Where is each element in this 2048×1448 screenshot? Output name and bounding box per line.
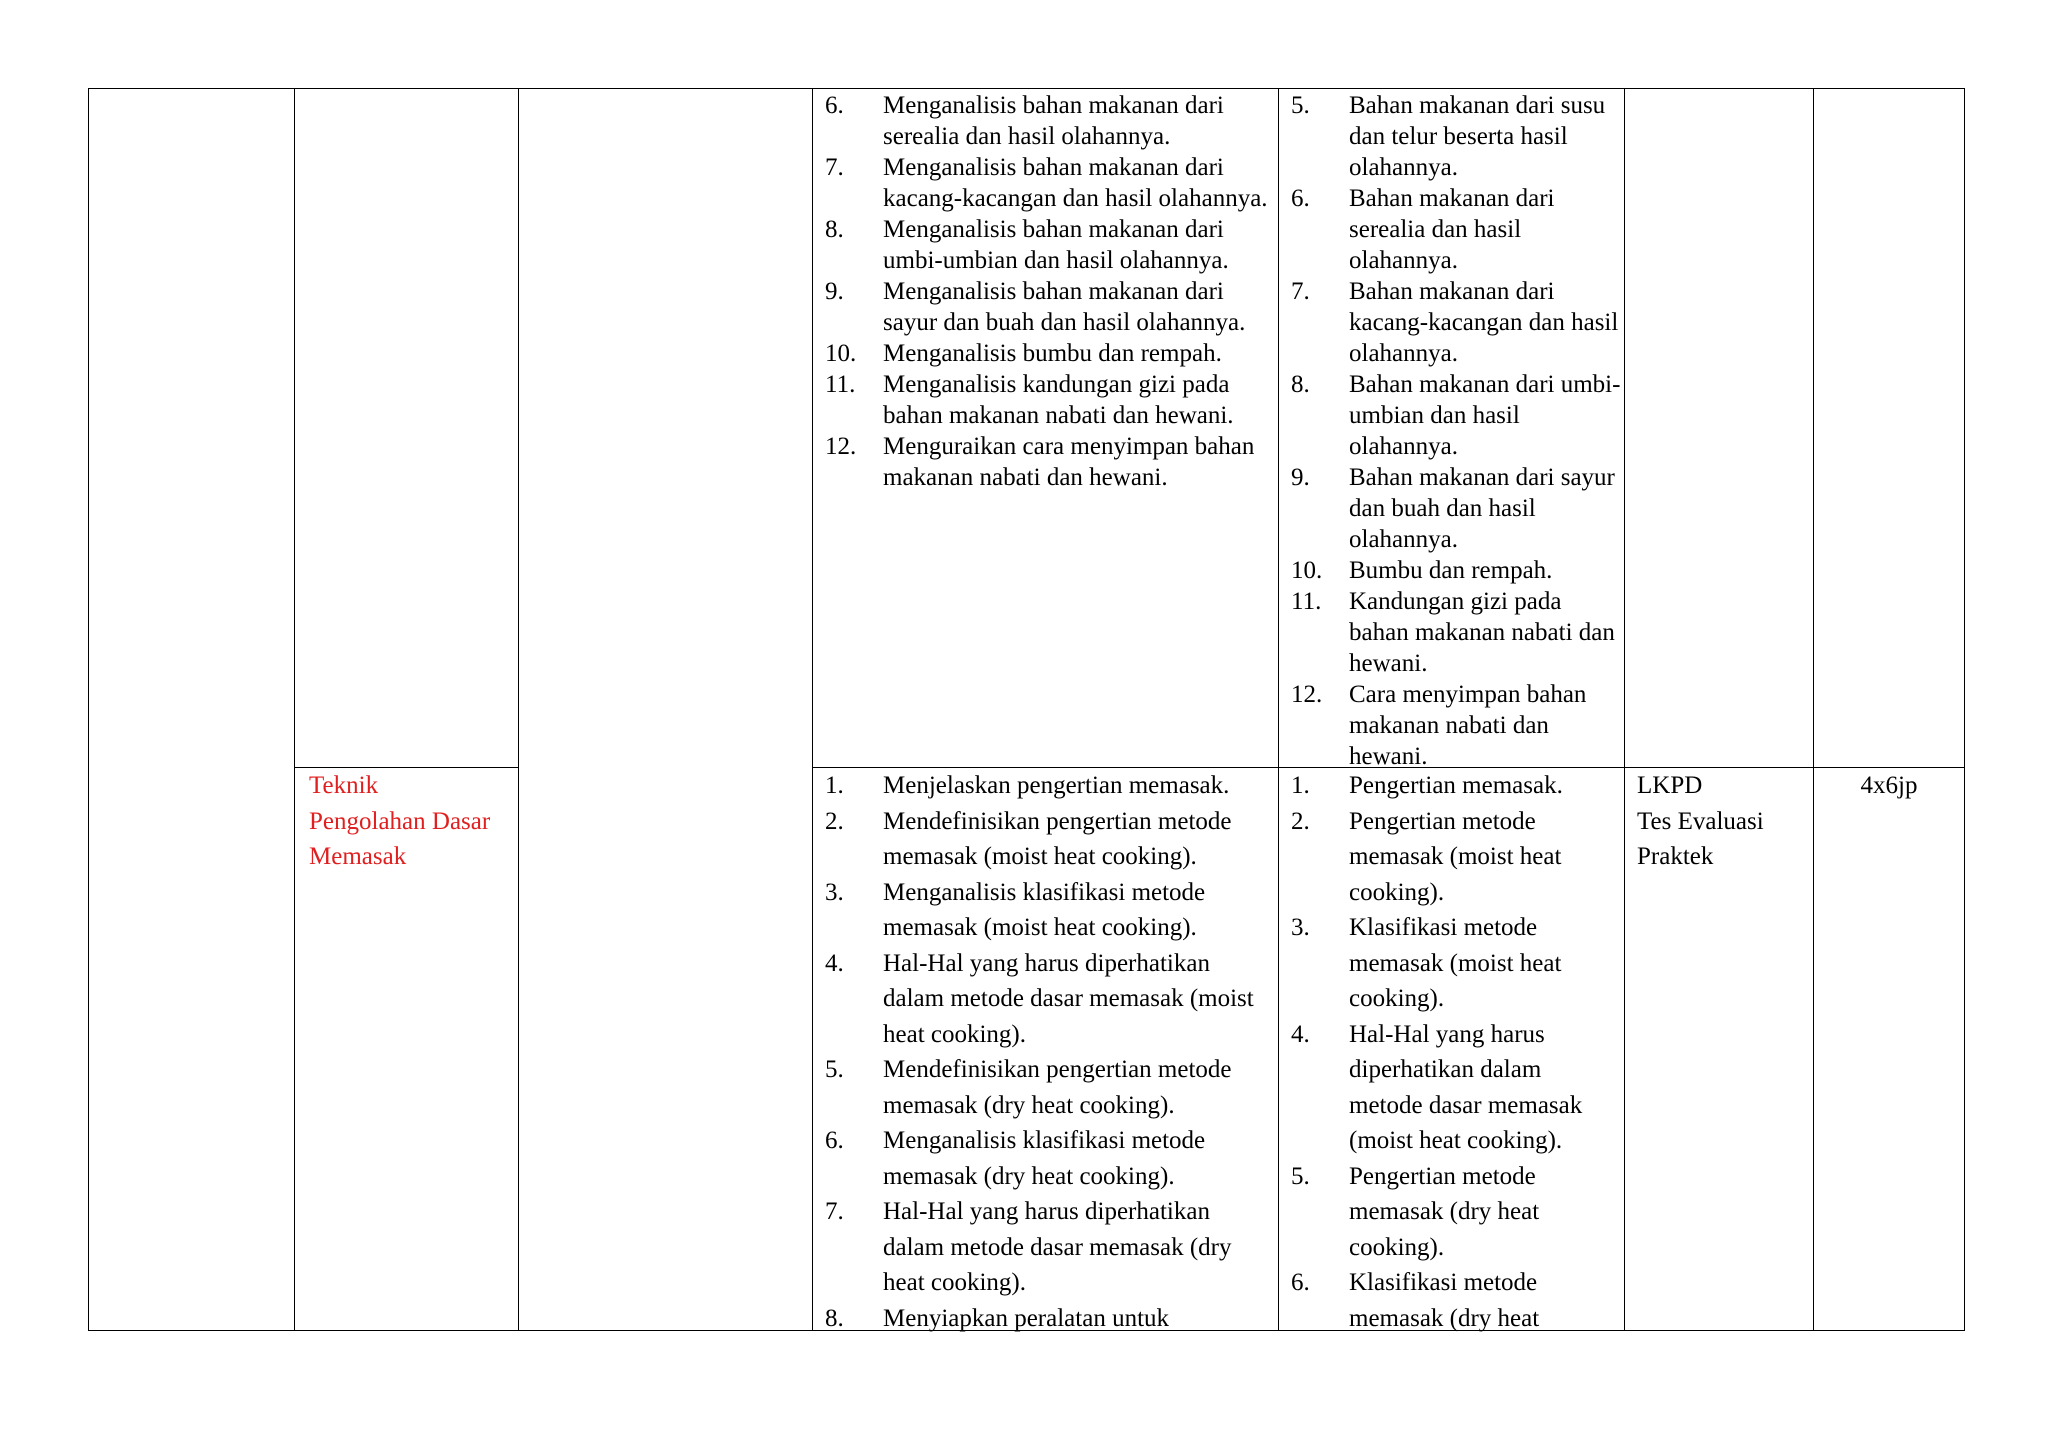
item-number: 6. — [825, 1127, 844, 1154]
item-text: Hal-Hal yang harus diperhatikan dalam metode dasar memasak (moist heat cooking). — [883, 949, 1254, 1048]
list-item — [1291, 276, 1621, 369]
list-item — [825, 946, 1275, 1053]
list-item — [825, 1052, 1275, 1123]
column-divider — [1813, 88, 1814, 1331]
item-number: 7. — [825, 1198, 844, 1225]
item-number: 4. — [825, 949, 844, 977]
item-text: Klasifikasi metode memasak (dry heat — [1349, 1269, 1540, 1332]
item-text: Bumbu dan rempah. — [1349, 557, 1553, 584]
item-number: 6. — [1291, 185, 1310, 212]
row1-indicators-cell — [825, 90, 1275, 493]
list-item — [1291, 679, 1621, 772]
indicator-list — [825, 768, 1275, 1336]
item-text: Klasifikasi metode memasak (moist heat cooking). — [1349, 914, 1562, 1012]
item-text: Menganalisis bahan makanan dari serealia dan hasil olahannya. — [883, 92, 1224, 150]
item-number: 4. — [1291, 1020, 1310, 1048]
item-text: Menyiapkan peralatan untuk — [883, 1304, 1170, 1332]
list-item — [825, 90, 1275, 152]
item-text: Menganalisis bahan makanan dari sayur dan buah dan hasil olahannya. — [883, 278, 1246, 336]
list-item — [1291, 1159, 1621, 1266]
table-border-top — [88, 88, 1965, 89]
topic-line: Teknik — [309, 772, 379, 799]
item-number: 3. — [1291, 914, 1310, 941]
topic-cell — [309, 768, 515, 875]
item-text: Menganalisis bahan makanan dari kacang-kacangan dan hasil olahannya. — [883, 154, 1268, 212]
list-item — [1291, 462, 1621, 555]
list-item — [825, 1194, 1275, 1301]
column-divider — [1964, 88, 1965, 1331]
list-item — [1291, 369, 1621, 462]
item-text: Kandungan gizi pada bahan makanan nabati dan hewani. — [1349, 588, 1615, 677]
list-item — [825, 768, 1275, 804]
item-number: 12. — [825, 433, 857, 460]
list-item — [1291, 183, 1621, 276]
item-number: 8. — [1291, 371, 1310, 398]
material-list — [1291, 768, 1621, 1336]
item-text: Menganalisis kandungan gizi pada bahan makanan nabati dan hewani. — [883, 371, 1234, 429]
column-divider — [294, 88, 295, 1331]
item-text: Menganalisis bumbu dan rempah. — [883, 340, 1222, 367]
item-number: 5. — [825, 1056, 844, 1083]
list-item — [825, 804, 1275, 875]
item-text: Menguraikan cara menyimpan bahan makanan nabati dan hewani. — [883, 433, 1255, 491]
topic-line: Pengolahan Dasar — [309, 807, 491, 835]
item-number: 1. — [1291, 772, 1310, 799]
list-item — [1291, 768, 1621, 804]
item-text: Mendefinisikan pengertian metode memasak (dry heat cooking). — [883, 1056, 1232, 1119]
item-number: 5. — [1291, 1162, 1310, 1190]
list-item — [1291, 90, 1621, 183]
material-list — [1291, 90, 1621, 772]
time-allocation: 4x6jp — [1860, 772, 1918, 799]
item-text: Pengertian metode memasak (moist heat cooking). — [1349, 807, 1562, 906]
item-number: 3. — [825, 878, 844, 906]
item-number: 5. — [1291, 92, 1310, 119]
column-divider — [518, 88, 519, 1331]
topic-line: Memasak — [309, 843, 407, 870]
list-item — [825, 338, 1275, 369]
item-number: 7. — [825, 154, 844, 181]
item-text: Mendefinisikan pengertian metode memasak (moist heat cooking). — [883, 807, 1232, 870]
row2-materials-cell — [1291, 768, 1621, 1336]
assessment-line: Tes Evaluasi — [1637, 807, 1764, 835]
item-text: Bahan makanan dari serealia dan hasil olahannya. — [1349, 185, 1555, 274]
item-text: Bahan makanan dari sayur dan buah dan hasil olahannya. — [1349, 464, 1615, 553]
assessment-cell — [1637, 768, 1812, 875]
assessment-line: Praktek — [1637, 843, 1714, 870]
item-text: Bahan makanan dari susu dan telur beserta hasil olahannya. — [1349, 92, 1606, 181]
item-number: 9. — [825, 278, 844, 305]
list-item — [825, 431, 1275, 493]
list-item — [825, 875, 1275, 946]
item-text: Cara menyimpan bahan makanan nabati dan hewani. — [1349, 681, 1587, 770]
list-item — [825, 152, 1275, 214]
indicator-list — [825, 90, 1275, 493]
item-number: 2. — [825, 807, 844, 835]
item-number: 12. — [1291, 681, 1323, 708]
item-number: 2. — [1291, 807, 1310, 835]
item-text: Pengertian metode memasak (dry heat cooking). — [1349, 1162, 1540, 1261]
list-item — [825, 1301, 1275, 1337]
item-text: Menganalisis klasifikasi metode memasak (dry heat cooking). — [883, 1127, 1206, 1190]
time-allocation-cell — [1814, 768, 1964, 804]
item-text: Menganalisis klasifikasi metode memasak (moist heat cooking). — [883, 878, 1206, 941]
item-number: 6. — [825, 92, 844, 119]
item-number: 10. — [1291, 557, 1323, 584]
column-divider — [1624, 88, 1625, 1331]
item-text: Menganalisis bahan makanan dari umbi-umbian dan hasil olahannya. — [883, 216, 1229, 274]
item-text: Hal-Hal yang harus diperhatikan dalam metode dasar memasak (dry heat cooking). — [883, 1198, 1232, 1296]
list-item — [1291, 1017, 1621, 1159]
row2-indicators-cell — [825, 768, 1275, 1336]
item-number: 10. — [825, 340, 857, 367]
item-number: 8. — [825, 1304, 844, 1332]
item-text: Bahan makanan dari kacang-kacangan dan hasil olahannya. — [1349, 278, 1619, 367]
list-item — [1291, 555, 1621, 586]
column-divider — [88, 88, 89, 1331]
list-item — [1291, 804, 1621, 911]
list-item — [1291, 586, 1621, 679]
row1-materials-cell — [1291, 90, 1621, 772]
item-number: 1. — [825, 772, 844, 799]
list-item — [825, 276, 1275, 338]
assessment-line: LKPD — [1637, 772, 1703, 799]
item-number: 11. — [825, 371, 856, 398]
item-text: Pengertian memasak. — [1349, 772, 1563, 799]
item-number: 8. — [825, 216, 844, 243]
list-item — [1291, 1265, 1621, 1336]
list-item — [825, 369, 1275, 431]
list-item — [825, 214, 1275, 276]
item-number: 11. — [1291, 588, 1322, 615]
item-number: 7. — [1291, 278, 1310, 305]
list-item — [825, 1123, 1275, 1194]
list-item — [1291, 910, 1621, 1017]
item-text: Menjelaskan pengertian memasak. — [883, 772, 1230, 799]
column-divider — [1278, 88, 1279, 1331]
item-text: Hal-Hal yang harus diperhatikan dalam metode dasar memasak (moist heat cooking). — [1349, 1020, 1583, 1154]
item-number: 6. — [1291, 1269, 1310, 1296]
item-number: 9. — [1291, 464, 1310, 491]
column-divider — [812, 88, 813, 1331]
item-text: Bahan makanan dari umbi-umbian dan hasil olahannya. — [1349, 371, 1621, 460]
